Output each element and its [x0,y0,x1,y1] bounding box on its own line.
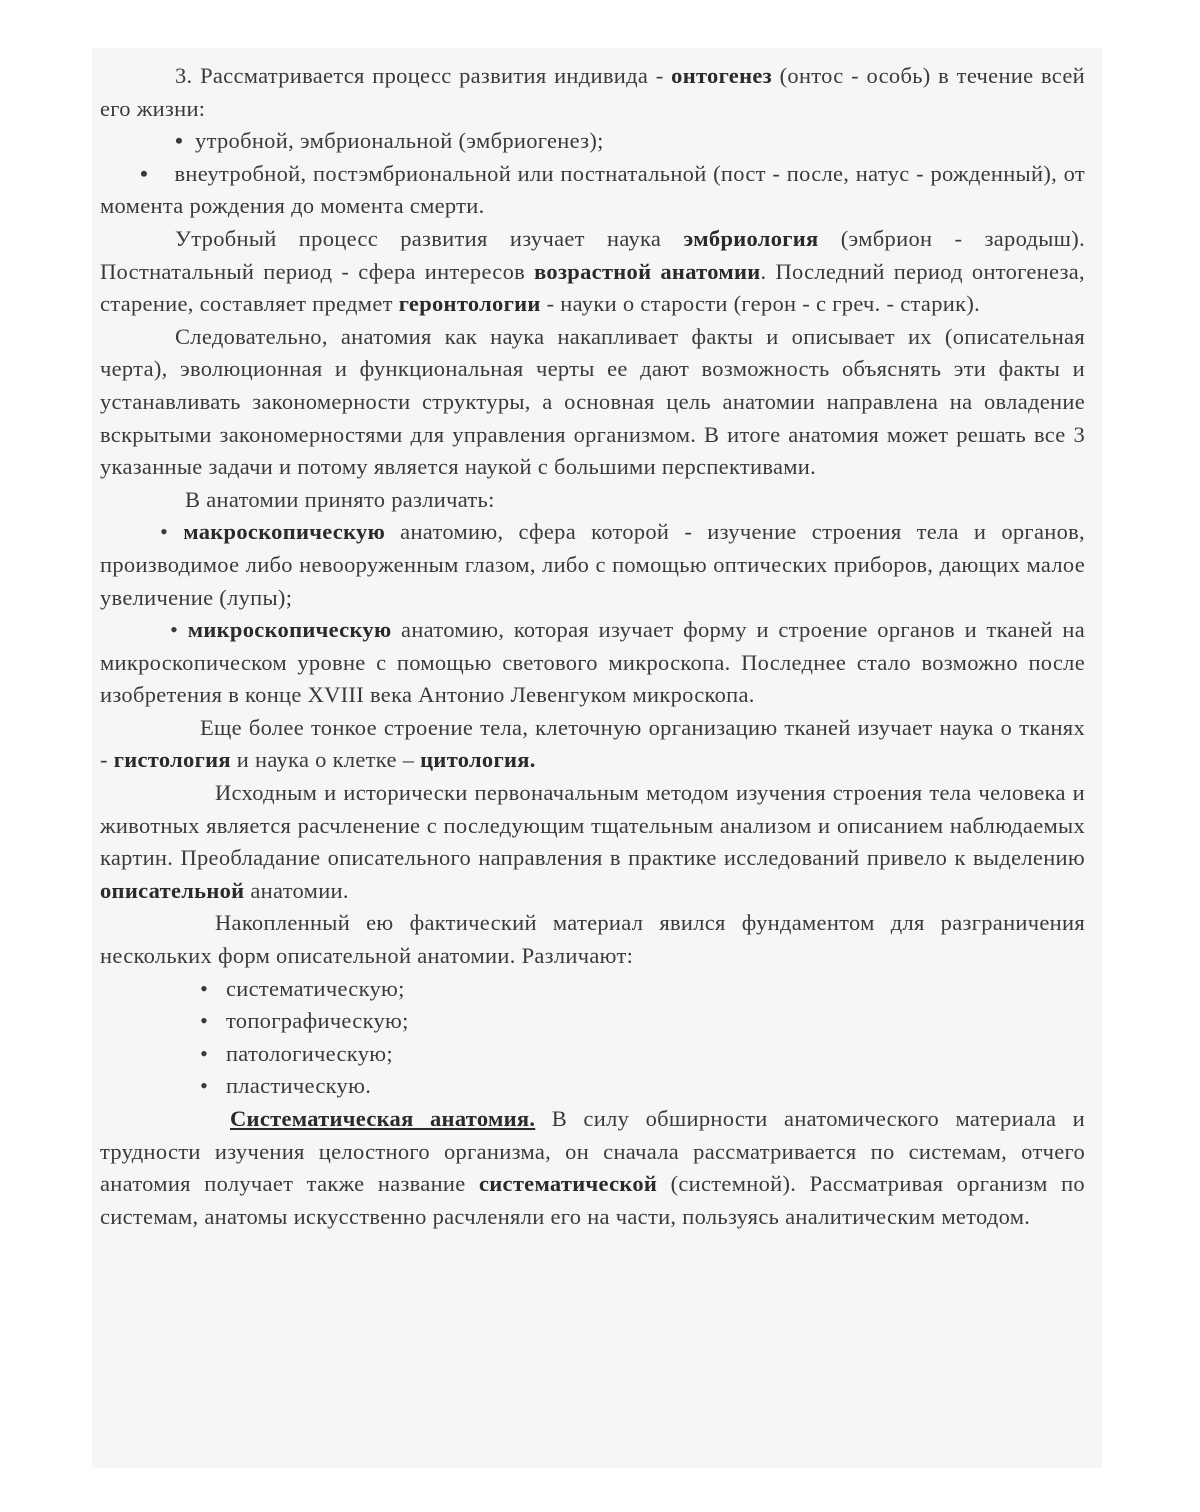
term-gerontology: геронтологии [398,291,541,317]
bullet-icon: • [175,128,196,154]
paragraph-histology: Еще более тонкое строение тела, клеточную организацию тканей изучает наука о тканях - гистология и наука о клетке – цитология. [100,714,1085,773]
bullet-icon: • [200,1040,226,1066]
list-item: • макроскопическую анатомию, сфера которой - изучение строения тела и органов, производимое либо невооруженным глазом, либо с помощью оптических приборов, дающих малое увеличение (лупы); [100,519,1085,610]
term-embryology: эмбриология [683,225,819,251]
term-macroscopic: макроскопическую [183,519,386,545]
bullet-icon: • [200,975,226,1001]
term-cytology: цитология. [420,747,536,773]
document-text [100,60,1085,1233]
list-item: • внеутробной, постэмбриональной или постнатальной (пост - после, натус - рожденный), от момента рождения до момента смерти. [100,160,1085,219]
term-descriptive: описательной [100,877,245,903]
list-item: • микроскопическую анатомию, которая изучает форму и строение органов и тканей на микроскопическом уровне с помощью светового микроскопа. Последнее стало возможно после изобретения в конце XVIII века Антонио Левенгуком микроскопа. [100,617,1085,708]
paragraph-method: Исходным и исторически первоначальным методом изучения строения тела человека и животных является расчленение с последующим тщательным анализом и описанием наблюдаемых картин. Преобладание описательного направления в практике исследований привело к выделению описательной анатомии. [100,780,1085,903]
paragraph-distinguish: В анатомии принято различать: [185,486,495,512]
term-age-anatomy: возрастной анатомии [534,258,761,284]
list-item: • утробной, эмбриональной (эмбриогенез); [175,128,604,154]
list-item: • патологическую; [200,1040,393,1066]
list-item: • пластическую. [200,1073,372,1099]
term-systematic: систематической [478,1171,658,1197]
paragraph-embryology: Утробный процесс развития изучает наука эмбриология (эмбрион - зародыш). Постнатальный период - сфера интересов возрастной анатомии. Последний период онтогенеза, старение, составляет предмет геронтологии - науки о старости (герон - с греч. - старик). [100,225,1086,317]
paragraph-ontogenesis: 3. Рассматривается процесс развития индивида - онтогенез (онтос - особь) в течение всей его жизни: [100,63,1085,121]
term-histology: гистология [113,747,231,773]
bullet-icon: • [160,519,184,545]
list-item: • топографическую; [200,1008,409,1034]
bullet-icon: • [170,617,188,643]
term-microscopic: микроскопическую [187,617,392,643]
list-item: • систематическую; [200,975,405,1001]
bullet-icon: • [140,160,175,186]
bullet-icon: • [200,1008,226,1034]
paragraph-conclusion: Следовательно, анатомия как наука накапливает факты и описывает их (описательная черта), эволюционная и функциональная черты ее дают возможность объяснять эти факты и устанавливать закономерности структуры, а основная цель анатомии направлена на овладение вскрытыми закономерностями для управления организмом. В итоге анатомия может решать все 3 указанные задачи и потому является наукой с большими перспективами. [100,323,1085,480]
section-heading-systematic: Систематическая анатомия. [230,1106,536,1131]
term-ontogenesis: онтогенез [671,63,772,88]
paragraph-forms: Накопленный ею фактический материал явился фундаментом для разграничения нескольких форм описательной анатомии. Различают: [100,910,1085,969]
paragraph-systematic: Систематическая анатомия. В силу обширности анатомического материала и трудности изучения целостного организма, он сначала рассматривается по системам, отчего анатомия получает также название систематической (системной). Рассматривая организм по системам, анатомы искусственно расчленяли его на части, пользуясь аналитическим методом. [100,1106,1086,1229]
bullet-icon: • [200,1073,226,1099]
